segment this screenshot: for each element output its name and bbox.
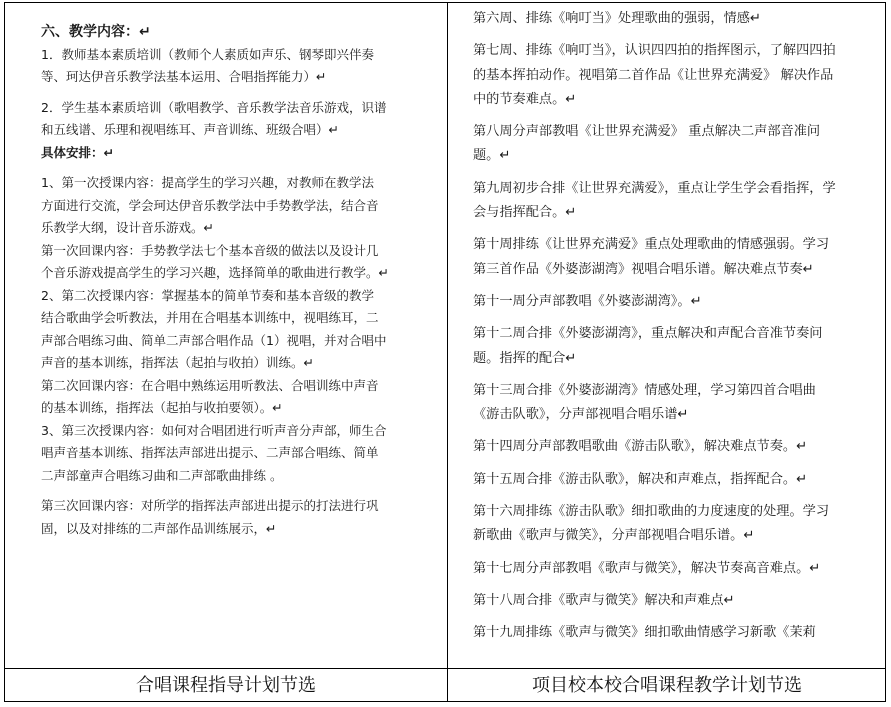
right-text-line: 第九周初步合排《让世界充满爱》，重点让学生学会看指挥，学 <box>473 180 836 196</box>
right-text-line: 第十二周合排《外婆澎湖湾》，重点解决和声配合音准节奏问 <box>473 326 823 342</box>
left-text-line: 个音乐游戏提高学生的学习兴趣，选择简单的歌曲进行教学。↵ <box>41 265 389 280</box>
left-text-line: 乐教学大纲，设计音乐游戏。↵ <box>41 220 214 235</box>
right-text-line: 题。指挥的配合↵ <box>473 350 577 366</box>
left-text-line: 声部合唱练习曲、简单二声部合唱作品（1）视唱，并对合唱中 <box>41 332 387 348</box>
left-text-line: 固，以及对排练的二声部作品训练展示，↵ <box>41 520 277 536</box>
right-text-line: 中的节奏难点。↵ <box>473 91 577 107</box>
right-text-line: 第十九周排练《歌声与微笑》细扣歌曲情感学习新歌《茉莉 <box>473 625 816 641</box>
right-text-line: 第七周、排练《响叮当》，认识四四拍的指挥图示，了解四四拍 <box>473 43 836 59</box>
right-caption: 项目校本校合唱课程教学计划节选 <box>532 675 802 696</box>
right-text-line: 第十三周合排《外婆澎湖湾》情感处理，学习第四首合唱曲 <box>473 382 816 398</box>
column-divider <box>447 3 448 701</box>
left-text-line: 3、第三次授课内容：如何对合唱团进行听声音分声部，师生合 <box>41 422 387 438</box>
left-text-line: 唱声音基本训练、指挥法声部进出提示、二声部合唱练、简单 <box>41 445 379 460</box>
left-text-line: 2．学生基本素质培训（歌唱教学、音乐教学法音乐游戏，识谱 <box>41 99 387 115</box>
left-text-line: 六、教学内容：↵ <box>41 24 151 40</box>
left-text-line: 二声部童声合唱练习曲和二声部歌曲排练 。 <box>41 467 283 483</box>
right-text-line: 第六周、排练《响叮当》处理歌曲的强弱，情感↵ <box>473 11 761 26</box>
right-text-line: 会与指挥配合。↵ <box>473 205 577 221</box>
right-text-line: 第十八周合排《歌声与微笑》解决和声难点↵ <box>473 592 735 608</box>
right-text-line: 第八周分声部教唱《让世界充满爱》 重点解决二声部音准问 <box>473 124 821 140</box>
right-text-line: 第十一周分声部教唱《外婆澎湖湾》。↵ <box>473 293 702 309</box>
left-text-line: 方面进行交流，学会珂达伊音乐教学法中手势教学法，结合音 <box>41 197 379 213</box>
right-text-line: 第十四周分声部教唱歌曲《游击队歌》，解决难点节奏。↵ <box>473 439 808 455</box>
left-text-line: 的基本训练，指挥法（起拍与收拍要领）。↵ <box>41 400 283 415</box>
left-text-line: 等、珂达伊音乐教学法基本运用、合唱指挥能力）↵ <box>41 69 327 84</box>
left-text-line: 和五线谱、乐理和视唱练耳、声音训练、班级合唱）↵ <box>41 122 339 137</box>
right-column-text <box>473 7 879 665</box>
right-text-line: 第三首作品《外婆澎湖湾》视唱合唱乐谱。解决难点节奏↵ <box>473 261 814 277</box>
left-text-line: 第三次回课内容：对所学的指挥法声部进出提示的打法进行巩 <box>41 498 379 513</box>
left-text-line: 声音的基本训练，指挥法（起拍与收拍）训练。↵ <box>41 355 314 370</box>
left-column-text <box>41 21 431 661</box>
left-text-line: 1．教师基本素质培训（教师个人素质如声乐、钢琴即兴伴奏 <box>41 46 374 62</box>
right-text-line: 第十周排练《让世界充满爱》重点处理歌曲的情感强弱。学习 <box>473 237 830 253</box>
right-text-line: 《游击队歌》，分声部视唱合唱乐谱↵ <box>473 407 689 423</box>
right-text-line: 第十七周分声部教唱《歌声与微笑》，解决节奏高音难点。↵ <box>473 560 821 576</box>
left-text-line: 具体安排：↵ <box>41 144 114 160</box>
right-text-line: 第十六周排练《游击队歌》细扣歌曲的力度速度的处理。学习 <box>473 504 830 520</box>
right-text-line: 的基本挥拍动作。视唱第二首作品《让世界充满爱》 解决作品 <box>473 67 834 83</box>
left-text-line: 结合歌曲学会听教法，并用在合唱基本训练中，视唱练耳，二 <box>41 310 379 325</box>
right-text-line: 第十五周合排《游击队歌》，解决和声难点，指挥配合。↵ <box>473 471 808 487</box>
left-text-line: 第二次回课内容：在合唱中熟练运用听教法、合唱训练中声音 <box>41 377 379 393</box>
left-caption: 合唱课程指导计划节选 <box>136 675 316 696</box>
left-text-line: 第一次回课内容：手势教学法七个基本音级的做法以及设计几 <box>41 242 379 258</box>
left-text-line: 2、第二次授课内容：掌握基本的简单节奏和基本音级的教学 <box>41 287 374 303</box>
right-text-line: 新歌曲《歌声与微笑》，分声部视唱合唱乐谱。↵ <box>473 528 755 544</box>
right-text-line: 题。↵ <box>473 148 511 164</box>
document-table <box>4 2 886 702</box>
left-text-line: 1、第一次授课内容：提高学生的学习兴趣，对教师在教学法 <box>41 175 374 190</box>
